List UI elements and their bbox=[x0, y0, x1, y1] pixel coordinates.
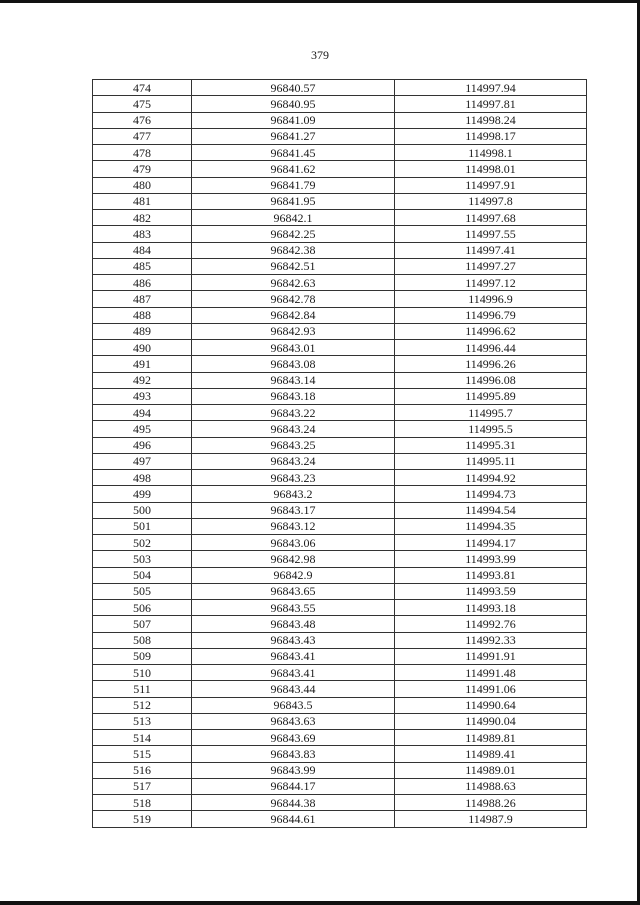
point-number-cell: 487 bbox=[93, 291, 192, 307]
x-coordinate-cell: 96843.23 bbox=[192, 470, 395, 486]
table-row bbox=[93, 388, 587, 404]
table-row bbox=[93, 778, 587, 794]
x-coordinate-cell: 96843.18 bbox=[192, 388, 395, 404]
point-number-cell: 477 bbox=[93, 128, 192, 144]
table-row bbox=[93, 453, 587, 469]
point-number-cell: 479 bbox=[93, 161, 192, 177]
x-coordinate-cell: 96842.9 bbox=[192, 567, 395, 583]
x-coordinate-cell: 96843.14 bbox=[192, 372, 395, 388]
x-coordinate-cell: 96843.17 bbox=[192, 502, 395, 518]
y-coordinate-cell: 114996.08 bbox=[395, 372, 587, 388]
x-coordinate-cell: 96843.43 bbox=[192, 632, 395, 648]
y-coordinate-cell: 114996.79 bbox=[395, 307, 587, 323]
point-number-cell: 518 bbox=[93, 795, 192, 811]
point-number-cell: 513 bbox=[93, 713, 192, 729]
y-coordinate-cell: 114990.04 bbox=[395, 713, 587, 729]
table-row bbox=[93, 291, 587, 307]
y-coordinate-cell: 114994.35 bbox=[395, 518, 587, 534]
table-row bbox=[93, 193, 587, 209]
x-coordinate-cell: 96842.84 bbox=[192, 307, 395, 323]
x-coordinate-cell: 96843.08 bbox=[192, 356, 395, 372]
x-coordinate-cell: 96844.61 bbox=[192, 811, 395, 827]
point-number-cell: 511 bbox=[93, 681, 192, 697]
x-coordinate-cell: 96842.38 bbox=[192, 242, 395, 258]
y-coordinate-cell: 114993.18 bbox=[395, 600, 587, 616]
table-row bbox=[93, 177, 587, 193]
x-coordinate-cell: 96843.06 bbox=[192, 535, 395, 551]
y-coordinate-cell: 114998.01 bbox=[395, 161, 587, 177]
x-coordinate-cell: 96843.24 bbox=[192, 453, 395, 469]
x-coordinate-cell: 96843.65 bbox=[192, 583, 395, 599]
x-coordinate-cell: 96843.83 bbox=[192, 746, 395, 762]
x-coordinate-cell: 96843.12 bbox=[192, 518, 395, 534]
point-number-cell: 501 bbox=[93, 518, 192, 534]
table-row bbox=[93, 356, 587, 372]
table-row bbox=[93, 713, 587, 729]
x-coordinate-cell: 96842.1 bbox=[192, 210, 395, 226]
y-coordinate-cell: 114997.55 bbox=[395, 226, 587, 242]
point-number-cell: 483 bbox=[93, 226, 192, 242]
point-number-cell: 496 bbox=[93, 437, 192, 453]
y-coordinate-cell: 114994.73 bbox=[395, 486, 587, 502]
x-coordinate-cell: 96842.51 bbox=[192, 258, 395, 274]
x-coordinate-cell: 96843.41 bbox=[192, 648, 395, 664]
x-coordinate-cell: 96843.41 bbox=[192, 665, 395, 681]
x-coordinate-cell: 96843.44 bbox=[192, 681, 395, 697]
table-row bbox=[93, 616, 587, 632]
table-row bbox=[93, 648, 587, 664]
table-row bbox=[93, 762, 587, 778]
x-coordinate-cell: 96843.22 bbox=[192, 405, 395, 421]
point-number-cell: 475 bbox=[93, 96, 192, 112]
point-number-cell: 500 bbox=[93, 502, 192, 518]
point-number-cell: 515 bbox=[93, 746, 192, 762]
table-row bbox=[93, 746, 587, 762]
point-number-cell: 484 bbox=[93, 242, 192, 258]
point-number-cell: 476 bbox=[93, 112, 192, 128]
table-row bbox=[93, 128, 587, 144]
coordinate-table bbox=[92, 79, 587, 828]
point-number-cell: 514 bbox=[93, 730, 192, 746]
y-coordinate-cell: 114995.5 bbox=[395, 421, 587, 437]
y-coordinate-cell: 114996.9 bbox=[395, 291, 587, 307]
point-number-cell: 481 bbox=[93, 193, 192, 209]
x-coordinate-cell: 96843.55 bbox=[192, 600, 395, 616]
table-row bbox=[93, 161, 587, 177]
point-number-cell: 505 bbox=[93, 583, 192, 599]
table-row bbox=[93, 307, 587, 323]
point-number-cell: 478 bbox=[93, 145, 192, 161]
point-number-cell: 509 bbox=[93, 648, 192, 664]
x-coordinate-cell: 96842.63 bbox=[192, 275, 395, 291]
x-coordinate-cell: 96843.48 bbox=[192, 616, 395, 632]
y-coordinate-cell: 114998.1 bbox=[395, 145, 587, 161]
point-number-cell: 491 bbox=[93, 356, 192, 372]
y-coordinate-cell: 114988.26 bbox=[395, 795, 587, 811]
point-number-cell: 493 bbox=[93, 388, 192, 404]
y-coordinate-cell: 114995.89 bbox=[395, 388, 587, 404]
y-coordinate-cell: 114992.76 bbox=[395, 616, 587, 632]
y-coordinate-cell: 114995.31 bbox=[395, 437, 587, 453]
scan-border-bottom bbox=[0, 901, 640, 905]
table-row bbox=[93, 80, 587, 96]
x-coordinate-cell: 96842.25 bbox=[192, 226, 395, 242]
x-coordinate-cell: 96843.99 bbox=[192, 762, 395, 778]
table-row bbox=[93, 275, 587, 291]
table-row bbox=[93, 551, 587, 567]
x-coordinate-cell: 96843.2 bbox=[192, 486, 395, 502]
table-row bbox=[93, 470, 587, 486]
point-number-cell: 507 bbox=[93, 616, 192, 632]
y-coordinate-cell: 114996.62 bbox=[395, 323, 587, 339]
y-coordinate-cell: 114994.92 bbox=[395, 470, 587, 486]
point-number-cell: 512 bbox=[93, 697, 192, 713]
table-row bbox=[93, 405, 587, 421]
point-number-cell: 486 bbox=[93, 275, 192, 291]
point-number-cell: 504 bbox=[93, 567, 192, 583]
point-number-cell: 490 bbox=[93, 340, 192, 356]
y-coordinate-cell: 114997.41 bbox=[395, 242, 587, 258]
x-coordinate-cell: 96841.62 bbox=[192, 161, 395, 177]
y-coordinate-cell: 114997.94 bbox=[395, 80, 587, 96]
point-number-cell: 482 bbox=[93, 210, 192, 226]
y-coordinate-cell: 114994.17 bbox=[395, 535, 587, 551]
y-coordinate-cell: 114997.12 bbox=[395, 275, 587, 291]
x-coordinate-cell: 96843.63 bbox=[192, 713, 395, 729]
point-number-cell: 506 bbox=[93, 600, 192, 616]
point-number-cell: 480 bbox=[93, 177, 192, 193]
table-row bbox=[93, 112, 587, 128]
y-coordinate-cell: 114989.81 bbox=[395, 730, 587, 746]
y-coordinate-cell: 114988.63 bbox=[395, 778, 587, 794]
x-coordinate-cell: 96844.38 bbox=[192, 795, 395, 811]
x-coordinate-cell: 96841.27 bbox=[192, 128, 395, 144]
point-number-cell: 499 bbox=[93, 486, 192, 502]
table-row bbox=[93, 583, 587, 599]
point-number-cell: 503 bbox=[93, 551, 192, 567]
y-coordinate-cell: 114992.33 bbox=[395, 632, 587, 648]
y-coordinate-cell: 114993.59 bbox=[395, 583, 587, 599]
table-row bbox=[93, 421, 587, 437]
point-number-cell: 485 bbox=[93, 258, 192, 274]
y-coordinate-cell: 114989.01 bbox=[395, 762, 587, 778]
table-row bbox=[93, 210, 587, 226]
point-number-cell: 510 bbox=[93, 665, 192, 681]
table-row bbox=[93, 145, 587, 161]
x-coordinate-cell: 96840.95 bbox=[192, 96, 395, 112]
table-row bbox=[93, 567, 587, 583]
point-number-cell: 502 bbox=[93, 535, 192, 551]
table-row bbox=[93, 730, 587, 746]
table-row bbox=[93, 811, 587, 827]
table-row bbox=[93, 486, 587, 502]
point-number-cell: 519 bbox=[93, 811, 192, 827]
point-number-cell: 495 bbox=[93, 421, 192, 437]
x-coordinate-cell: 96841.45 bbox=[192, 145, 395, 161]
y-coordinate-cell: 114989.41 bbox=[395, 746, 587, 762]
point-number-cell: 497 bbox=[93, 453, 192, 469]
table-row bbox=[93, 226, 587, 242]
page-number: 379 bbox=[311, 48, 329, 62]
table-row bbox=[93, 681, 587, 697]
y-coordinate-cell: 114996.26 bbox=[395, 356, 587, 372]
y-coordinate-cell: 114993.99 bbox=[395, 551, 587, 567]
point-number-cell: 494 bbox=[93, 405, 192, 421]
x-coordinate-cell: 96843.25 bbox=[192, 437, 395, 453]
x-coordinate-cell: 96841.79 bbox=[192, 177, 395, 193]
y-coordinate-cell: 114997.91 bbox=[395, 177, 587, 193]
table-row bbox=[93, 795, 587, 811]
point-number-cell: 488 bbox=[93, 307, 192, 323]
x-coordinate-cell: 96840.57 bbox=[192, 80, 395, 96]
point-number-cell: 474 bbox=[93, 80, 192, 96]
y-coordinate-cell: 114997.8 bbox=[395, 193, 587, 209]
y-coordinate-cell: 114993.81 bbox=[395, 567, 587, 583]
point-number-cell: 517 bbox=[93, 778, 192, 794]
table-row bbox=[93, 600, 587, 616]
y-coordinate-cell: 114995.7 bbox=[395, 405, 587, 421]
scan-border-top bbox=[0, 0, 640, 3]
table-row bbox=[93, 242, 587, 258]
x-coordinate-cell: 96842.93 bbox=[192, 323, 395, 339]
table-row bbox=[93, 518, 587, 534]
x-coordinate-cell: 96842.98 bbox=[192, 551, 395, 567]
y-coordinate-cell: 114995.11 bbox=[395, 453, 587, 469]
y-coordinate-cell: 114997.68 bbox=[395, 210, 587, 226]
table-row bbox=[93, 665, 587, 681]
y-coordinate-cell: 114998.24 bbox=[395, 112, 587, 128]
table-row bbox=[93, 697, 587, 713]
y-coordinate-cell: 114997.81 bbox=[395, 96, 587, 112]
point-number-cell: 516 bbox=[93, 762, 192, 778]
point-number-cell: 492 bbox=[93, 372, 192, 388]
x-coordinate-cell: 96843.01 bbox=[192, 340, 395, 356]
y-coordinate-cell: 114991.91 bbox=[395, 648, 587, 664]
x-coordinate-cell: 96843.24 bbox=[192, 421, 395, 437]
x-coordinate-cell: 96842.78 bbox=[192, 291, 395, 307]
x-coordinate-cell: 96841.09 bbox=[192, 112, 395, 128]
table-row bbox=[93, 502, 587, 518]
y-coordinate-cell: 114991.06 bbox=[395, 681, 587, 697]
point-number-cell: 498 bbox=[93, 470, 192, 486]
y-coordinate-cell: 114996.44 bbox=[395, 340, 587, 356]
point-number-cell: 508 bbox=[93, 632, 192, 648]
x-coordinate-cell: 96841.95 bbox=[192, 193, 395, 209]
x-coordinate-cell: 96844.17 bbox=[192, 778, 395, 794]
table-row bbox=[93, 437, 587, 453]
y-coordinate-cell: 114991.48 bbox=[395, 665, 587, 681]
y-coordinate-cell: 114997.27 bbox=[395, 258, 587, 274]
table-row bbox=[93, 96, 587, 112]
table-row bbox=[93, 323, 587, 339]
table-row bbox=[93, 372, 587, 388]
y-coordinate-cell: 114994.54 bbox=[395, 502, 587, 518]
coordinate-table-body bbox=[93, 80, 587, 828]
table-row bbox=[93, 340, 587, 356]
y-coordinate-cell: 114998.17 bbox=[395, 128, 587, 144]
y-coordinate-cell: 114987.9 bbox=[395, 811, 587, 827]
table-row bbox=[93, 535, 587, 551]
table-row bbox=[93, 632, 587, 648]
x-coordinate-cell: 96843.69 bbox=[192, 730, 395, 746]
y-coordinate-cell: 114990.64 bbox=[395, 697, 587, 713]
x-coordinate-cell: 96843.5 bbox=[192, 697, 395, 713]
point-number-cell: 489 bbox=[93, 323, 192, 339]
table-row bbox=[93, 258, 587, 274]
